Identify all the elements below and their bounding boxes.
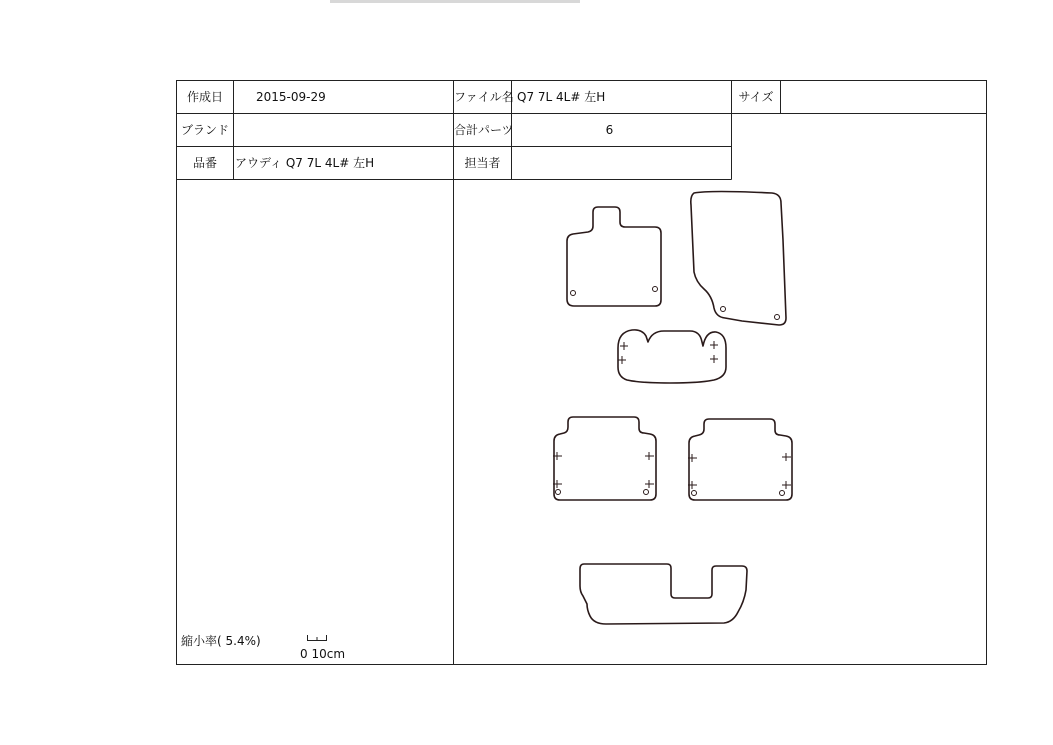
mat-third-row [580, 564, 747, 624]
filename-label: ファイル名 [454, 90, 514, 104]
mat-rear-right [688, 419, 792, 500]
product-value: アウディ Q7 7L 4L# 左H [235, 156, 375, 170]
scale-label: 縮小率( 5.4%) [181, 634, 261, 648]
mat-center-tunnel [618, 330, 726, 383]
scale-ticks: 0 10cm [300, 647, 346, 661]
mat-front-right [691, 192, 786, 326]
staff-label: 担当者 [464, 156, 501, 170]
mat-rear-left [553, 417, 656, 500]
parts-label: 合計パーツ [454, 123, 514, 137]
brand-label: ブランド [180, 123, 229, 137]
product-label: 品番 [192, 156, 217, 170]
created-label: 作成日 [186, 90, 223, 104]
created-value: 2015-09-29 [256, 90, 326, 104]
filename-value: Q7 7L 4L# 左H [517, 90, 606, 104]
parts-value: 6 [605, 123, 614, 137]
mat-front-left [567, 207, 661, 306]
size-label: サイズ [738, 90, 774, 104]
